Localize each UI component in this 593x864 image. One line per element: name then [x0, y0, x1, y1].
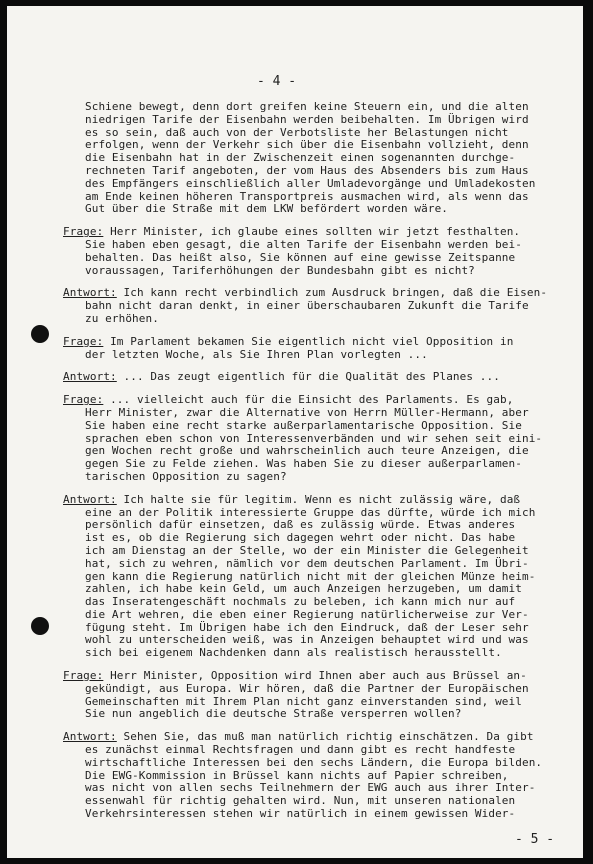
text-line: Sie haben eine recht starke außerparlamentarische Opposition. Sie [85, 418, 522, 432]
speaker-label: Antwort: [63, 730, 117, 744]
exchange-list [63, 225, 548, 821]
text-line: gen kann die Regierung natürlich nicht mit der gleichen Münze heim- [85, 569, 536, 583]
page-number: - 4 - [257, 74, 297, 89]
text-line: fügung steht. Im Übrigen habe ich den Eindruck, daß der Leser sehr [85, 620, 529, 634]
question-paragraph [63, 336, 533, 362]
line-text: Im Parlament bekamen Sie eigentlich nicht viel Opposition in [110, 334, 514, 348]
intro-paragraph [63, 100, 536, 216]
text-line: Die EWG-Kommission in Brüssel kann nichts auf Papier schreiben, [85, 768, 509, 782]
text-line: ist es, ob die Regierung sich dagegen wehrt oder nicht. Das habe [85, 531, 516, 545]
transcript-body [63, 100, 548, 831]
text-line: wohl zu unterscheiden weiß, was in Anzeigen behauptet wird und was [85, 633, 529, 647]
line-text: Herr Minister, Opposition wird Ihnen aber auch aus Brüssel an- [110, 669, 527, 683]
speaker-label: Frage: [63, 334, 104, 348]
text-line: behalten. Das heißt also, Sie können auf eine gewisse Zeitspanne [85, 250, 516, 264]
line-text: Sehen Sie, das muß man natürlich richtig einschätzen. Da gibt [123, 730, 534, 744]
line-text: ... vielleicht auch für die Einsicht des Parlaments. Es gab, [110, 393, 514, 407]
line-text: ... Das zeugt eigentlich für die Qualität des Planes ... [123, 370, 500, 384]
text-line: erfolgen, wenn der Verkehr sich über die Eisenbahn vollzieht, denn [85, 138, 529, 152]
text-line: hat, sich zu wehren, nämlich vor dem deutschen Parlament. Im Übri- [85, 556, 529, 570]
text-line: Herr Minister, zwar die Alternative von Herrn Müller-Hermann, aber [85, 405, 529, 419]
text-line: des Empfängers einschließlich aller Umladevorgänge und Umladekosten [85, 176, 536, 190]
speaker-label: Antwort: [63, 286, 117, 300]
text-line [63, 371, 533, 384]
speaker-label: Antwort: [63, 492, 117, 506]
text-line: was nicht von allen sechs Teilnehmern der EWG auch aus ihrer Inter- [85, 781, 536, 795]
text-line: ich am Dienstag an der Stelle, wo der ein Minister die Gelegenheit [85, 543, 529, 557]
text-line: der letzten Woche, als Sie Ihren Plan vorlegten ... [85, 347, 428, 361]
text-line: Sie nun angeblich die deutsche Straße versperren wollen? [85, 707, 462, 721]
speaker-label: Frage: [63, 225, 104, 239]
document-page [7, 6, 583, 858]
text-line: Verkehrsinteressen stehen wir natürlich in einem gewissen Wider- [85, 807, 516, 821]
answer-paragraph [63, 492, 536, 660]
question-paragraph [63, 670, 533, 721]
text-line: wirtschaftliche Interessen bei den sechs Ländern, die Europa bilden. [85, 755, 543, 769]
text-line [63, 670, 533, 683]
text-line: rechneten Tarif angeboten, der vom Haus des Absenders bis zum Haus [85, 163, 529, 177]
text-line: gekündigt, aus Europa. Wir hören, daß die Partner der Europäischen [85, 681, 529, 695]
line-text: Ich kann recht verbindlich zum Ausdruck bringen, daß die Eisen- [123, 286, 548, 300]
text-line: am Ende keinen höheren Transportpreis ausmachen wird, als wenn das [85, 189, 529, 203]
speaker-label: Frage: [63, 393, 104, 407]
text-line: die Art wehren, die eben einer Regierung natürlicherweise zur Ver- [85, 607, 529, 621]
text-line: es zunächst einmal Rechtsfragen und dann gibt es recht handfeste [85, 743, 516, 757]
text-line: essenwahl für richtig gehalten wird. Nun, mit unseren nationalen [85, 794, 516, 808]
answer-paragraph [63, 286, 548, 325]
text-line: es so sein, daß auch von der Verbotsliste her Belastungen nicht [85, 125, 509, 139]
text-line: Schiene bewegt, denn dort greifen keine Steuern ein, und die alten [85, 100, 529, 113]
text-line: voraussagen, Tariferhöhungen der Bundesbahn gibt es nicht? [85, 263, 475, 277]
speaker-label: Antwort: [63, 370, 117, 384]
text-line: tarischen Opposition zu sagen? [85, 469, 287, 483]
text-line: gen Wochen recht große und wahrscheinlich auch teure Anzeigen, die [85, 444, 529, 458]
answer-paragraph [63, 730, 543, 821]
text-line: bahn nicht daran denkt, in einer überschaubaren Zukunft die Tarife [85, 299, 529, 313]
text-line: die Eisenbahn hat in der Zwischenzeit einen sogenannten durchge- [85, 151, 516, 165]
answer-paragraph [63, 371, 533, 384]
text-line: persönlich dafür einsetzen, daß es zulässig würde. Etwas anderes [85, 518, 516, 532]
text-line: Gut über die Straße mit dem LKW befördert worden wäre. [85, 202, 449, 216]
text-line: gegen Sie zu Felde ziehen. Was haben Sie zu dieser außerparlamen- [85, 457, 522, 471]
question-paragraph [63, 393, 543, 484]
text-line: eine an der Politik interessierte Gruppe das dürfte, würde ich mich [85, 505, 536, 519]
text-line: zu erhöhen. [85, 311, 159, 325]
text-line [63, 494, 533, 507]
text-line: Sie haben eben gesagt, die alten Tarife der Eisenbahn werden bei- [85, 237, 522, 251]
question-paragraph [63, 226, 533, 277]
punch-hole [31, 325, 49, 343]
line-text: Ich halte sie für legitim. Wenn es nicht zulässig wäre, daß [123, 492, 521, 506]
text-line: Gemeinschaften mit Ihrem Plan nicht ganz einverstanden sind, weil [85, 694, 522, 708]
speaker-label: Frage: [63, 669, 104, 683]
text-line: niedrigen Tarife der Eisenbahn werden beibehalten. Im Übrigen wird [85, 112, 529, 126]
punch-hole [31, 617, 49, 635]
text-line [63, 336, 533, 349]
text-line: das Inseratengeschäft nochmals zu beleben, ich kann mich nur auf [85, 595, 516, 609]
text-line: sich bei eigenem Nachdenken dann als realistisch herausstellt. [85, 646, 502, 660]
text-line: sprachen eben schon von Interessenverbänden und wir sehen seit eini- [85, 431, 543, 445]
next-page-marker: - 5 - [515, 832, 555, 847]
text-line: zahlen, ich habe kein Geld, um auch Anzeigen herzugeben, um damit [85, 582, 522, 596]
line-text: Herr Minister, ich glaube eines sollten wir jetzt festhalten. [110, 225, 521, 239]
